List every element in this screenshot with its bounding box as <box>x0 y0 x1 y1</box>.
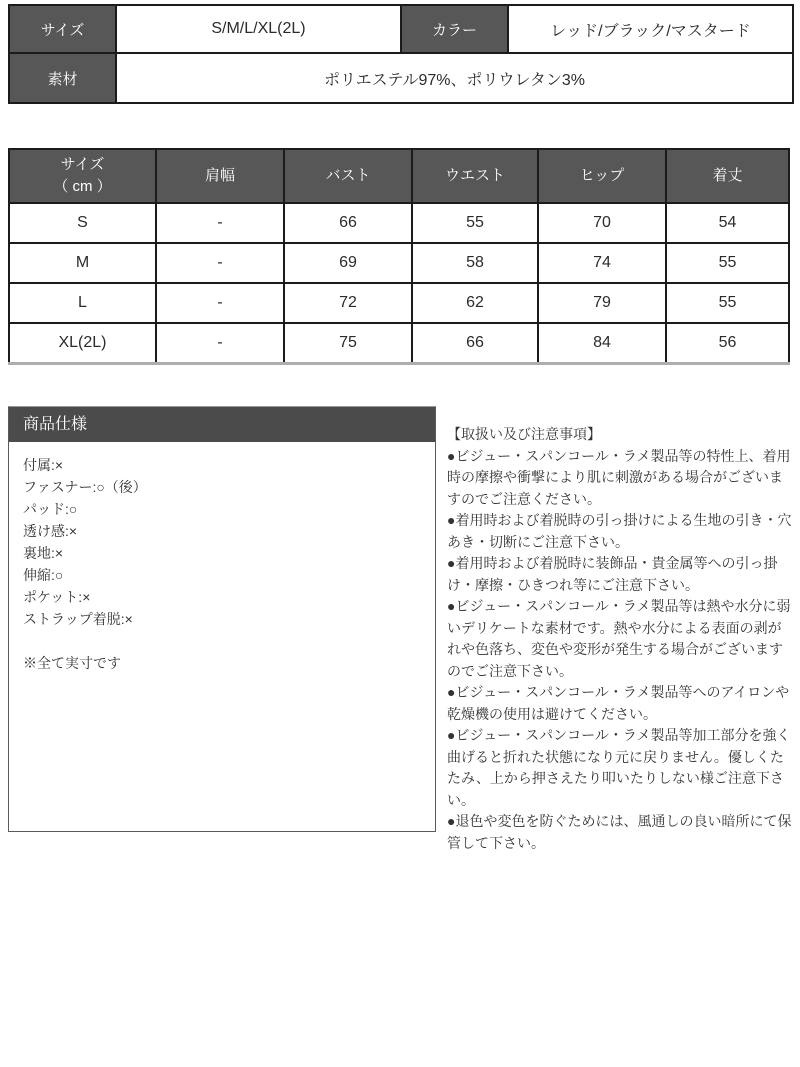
precaution-item: ●ビジュー・スパンコール・ラメ製品等の特性上、着用時の摩擦や衝撃により肌に刺激がある場合がございますのでご注意ください。 <box>447 447 791 507</box>
spec-item-sheerness: 透け感:× <box>23 523 78 539</box>
precaution-item: ●ビジュー・スパンコール・ラメ製品等は熱や水分に弱いデリケートな素材です。熱や水分による表面の剥がれや色落ち、変色や変形が発生する場合がございますのでご注意下さい。 <box>447 598 791 679</box>
cell-waist: 55 <box>412 203 538 243</box>
spec-item-lining: 裏地:× <box>23 545 64 561</box>
spec-summary-table <box>8 4 794 104</box>
spec-item-stretch: 伸縮:○ <box>23 567 64 583</box>
cell-size: L <box>9 283 156 323</box>
precaution-item: ●着用時および着脱時に装飾品・貴金属等への引っ掛け・摩擦・ひきつれ等にご注意下さい。 <box>447 555 778 593</box>
product-spec-box <box>8 406 436 832</box>
size-chart-row-l <box>9 283 789 323</box>
size-value-cell: S/M/L/XL(2L) <box>116 5 401 53</box>
cell-size: M <box>9 243 156 283</box>
size-chart-header-waist: ウエスト <box>412 149 538 203</box>
cell-length: 56 <box>666 323 789 364</box>
precaution-item: ●着用時および着脱時の引っ掛けによる生地の引き・穴あき・切断にご注意下さい。 <box>447 512 792 550</box>
size-chart-header-size-line2: （ cm ） <box>53 178 112 195</box>
cell-waist: 66 <box>412 323 538 364</box>
cell-hip: 79 <box>538 283 666 323</box>
size-chart-table <box>8 148 790 365</box>
precaution-item: ●退色や変色を防ぐためには、風通しの良い暗所にて保管して下さい。 <box>447 813 792 851</box>
precautions-section <box>447 424 795 854</box>
cell-size: S <box>9 203 156 243</box>
precaution-item: ●ビジュー・スパンコール・ラメ製品等へのアイロンや乾燥機の使用は避けてください。 <box>447 684 790 722</box>
spec-item-pocket: ポケット:× <box>23 589 91 605</box>
size-chart-header-size-line1: サイズ <box>60 155 105 173</box>
cell-bust: 75 <box>284 323 412 364</box>
spec-item-pad: パッド:○ <box>23 501 78 517</box>
spec-summary-row-size-color <box>9 5 793 53</box>
cell-hip: 84 <box>538 323 666 364</box>
product-spec-list <box>9 442 435 674</box>
precautions-title: 【取扱い及び注意事項】 <box>447 426 601 442</box>
material-label-cell: 素材 <box>9 53 116 103</box>
spec-item-accessory: 付属:× <box>23 457 64 473</box>
size-chart-row-xl2l <box>9 323 789 364</box>
spec-note-actual-size: ※全て実寸です <box>23 655 121 671</box>
size-chart-row-s <box>9 203 789 243</box>
cell-bust: 66 <box>284 203 412 243</box>
cell-length: 54 <box>666 203 789 243</box>
cell-shoulder: - <box>156 243 284 283</box>
precaution-item: ●ビジュー・スパンコール・ラメ製品等加工部分を強く曲げると折れた状態になり元に戻りません。優しくたたみ、上から押さえたり叩いたりしない様ご注意下さい。 <box>447 727 791 808</box>
cell-shoulder: - <box>156 323 284 364</box>
cell-length: 55 <box>666 243 789 283</box>
size-chart-header-hip: ヒップ <box>538 149 666 203</box>
cell-hip: 70 <box>538 203 666 243</box>
size-chart-header-size-cm <box>9 149 156 203</box>
size-label-cell: サイズ <box>9 5 116 53</box>
cell-bust: 72 <box>284 283 412 323</box>
cell-waist: 58 <box>412 243 538 283</box>
size-chart-header-row <box>9 149 789 203</box>
material-value-cell: ポリエステル97%、ポリウレタン3% <box>116 53 793 103</box>
size-chart-row-m <box>9 243 789 283</box>
cell-shoulder: - <box>156 283 284 323</box>
product-spec-title: 商品仕様 <box>9 407 435 442</box>
cell-hip: 74 <box>538 243 666 283</box>
cell-bust: 69 <box>284 243 412 283</box>
cell-shoulder: - <box>156 203 284 243</box>
spec-item-fastener: ファスナー:○（後） <box>23 479 147 495</box>
size-chart-header-length: 着丈 <box>666 149 789 203</box>
size-chart-header-bust: バスト <box>284 149 412 203</box>
cell-length: 55 <box>666 283 789 323</box>
color-value-cell: レッド/ブラック/マスタード <box>508 5 793 53</box>
spec-item-strap: ストラップ着脱:× <box>23 611 133 627</box>
color-label-cell: カラー <box>401 5 508 53</box>
cell-size: XL(2L) <box>9 323 156 364</box>
size-chart-header-shoulder: 肩幅 <box>156 149 284 203</box>
cell-waist: 62 <box>412 283 538 323</box>
spec-summary-row-material <box>9 53 793 103</box>
